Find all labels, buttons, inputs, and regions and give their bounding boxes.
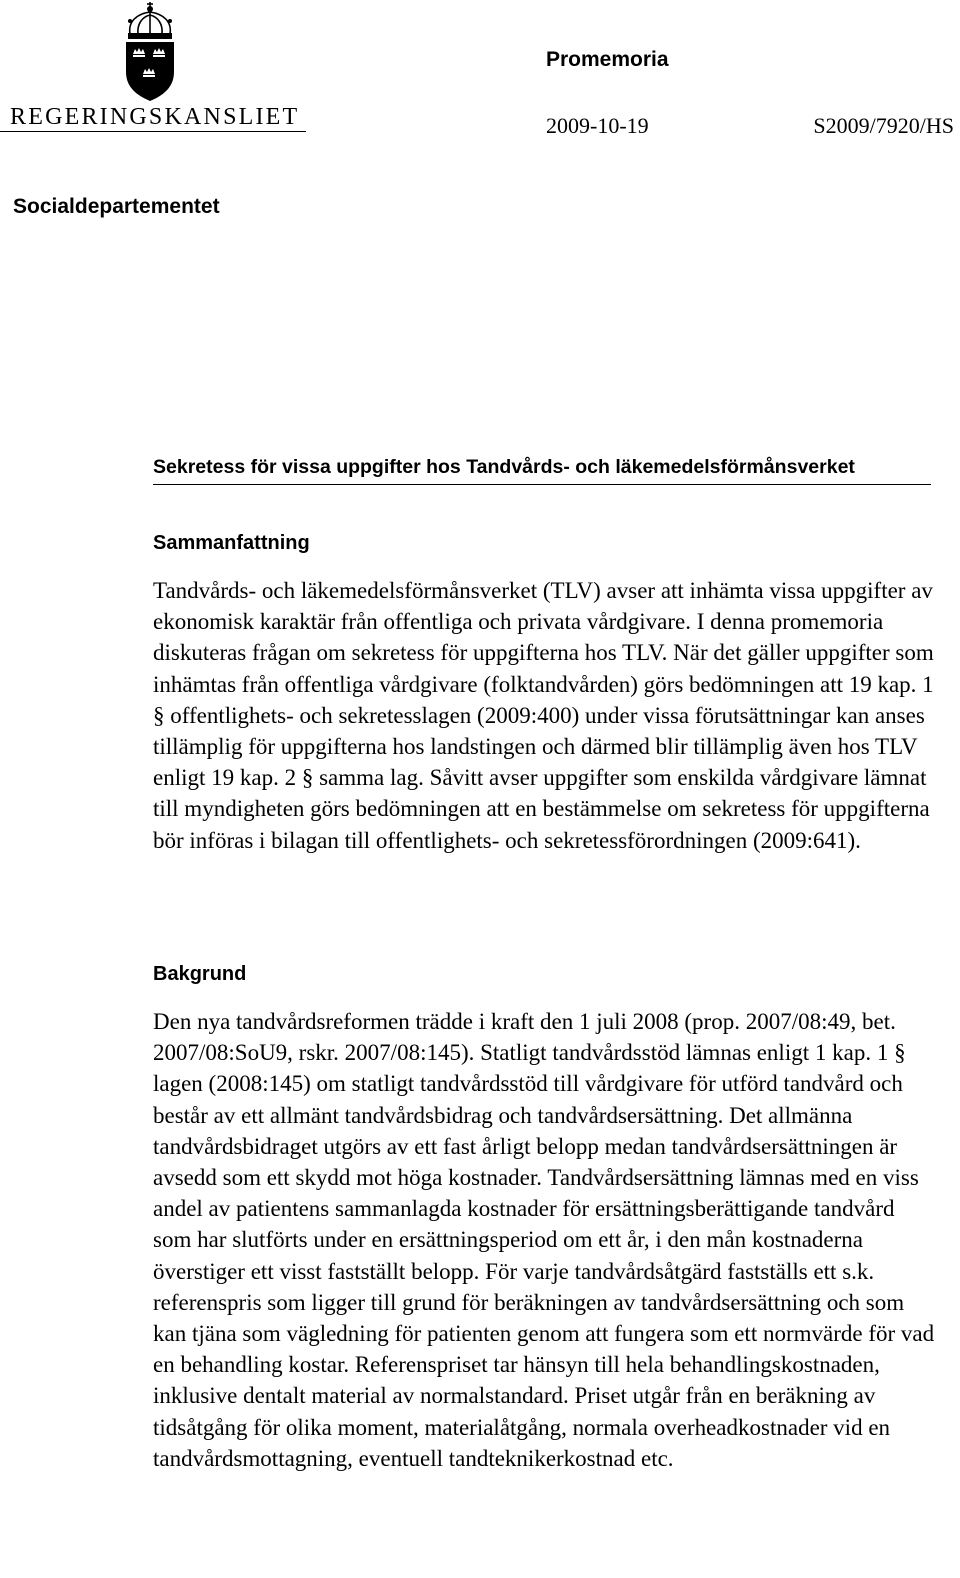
crown-shield-emblem-icon [118, 2, 182, 102]
document-reference: S2009/7920/HS [813, 113, 954, 138]
section-text-background: Den nya tandvårdsreformen trädde i kraft den 1 juli 2008 (prop. 2007/08:49, bet. 2007/08:SoU9, rskr. 2007/08:145). Statligt tandvårdsstöd lämnas enligt 1 kap. 1 § lagen (2008:145) om statligt tandvårdsstöd till vårdgivare för utförd tandvård och består av ett allmänt tandvårdsbidrag och tandvårdsersättning. Det allmänna tandvårdsbidraget utgörs av ett fast årligt belopp medan tandvårdsersättningen är avsedd som ett skydd mot höga kostnader. Tandvårdsersättning lämnas med en viss andel av patientens sammanlagda kostnader för ersättningsberättigande tandvård som har slutförts under en ersättningsperiod om ett år, i den mån kostnaderna överstiger ett visst fastställt belopp. För varje tandvårdsåtgärd fastställs ett s.k. referenspris som ligger till grund för beräkningen av tandvårdsersättning och som kan tjäna som vägledning för patienten genom att fungera som ett normvärde för vad en behandling kostar. Referenspriset tar hänsyn till hela behandlingskostnaden, inklusive dentalt material av normalstandard. Priset utgår från en beräkning av tidsåtgång för olika moment, materialåtgång, normala overheadkostnader vid en tandvårdsmottagning, eventuell tandteknikerkostnad etc. [153, 1009, 935, 1471]
section-heading-background: Bakgrund [153, 963, 247, 985]
logo-divider [0, 131, 306, 132]
department-name: Socialdepartementet [13, 195, 220, 218]
logo-wordmark: REGERINGSKANSLIET [10, 104, 300, 130]
section-heading-summary: Sammanfattning [153, 532, 310, 554]
government-logo [0, 0, 310, 140]
section-text-summary: Tandvårds- och läkemedelsförmånsverket (TLV) avser att inhämta vissa uppgifter av ekonomisk karaktär från offentliga och privata vårdgivare. I denna promemoria diskuteras frågan om sekretess för uppgifterna hos TLV. När det gäller uppgifter som inhämtas från offentliga vårdgivare (folktandvården) görs bedömningen att 19 kap. 1 § offentlighets- och sekretesslagen (2009:400) under vissa förutsättningar kan anses tillämplig för uppgifterna hos landstingen och därmed blir tillämplig även hos TLV enligt 19 kap. 2 § samma lag. Såvitt avser uppgifter som enskilda vårdgivare lämnat till myndigheten görs bedömningen att en bestämmelse om sekretess för uppgifterna bör införas i bilagan till offentlighets- och sekretessförordningen (2009:641). [153, 578, 934, 853]
document-title: Sekretess för vissa uppgifter hos Tandvårds- och läkemedelsförmånsverket [153, 456, 931, 485]
document-date: 2009-10-19 [546, 113, 649, 138]
document-type: Promemoria [546, 48, 669, 71]
